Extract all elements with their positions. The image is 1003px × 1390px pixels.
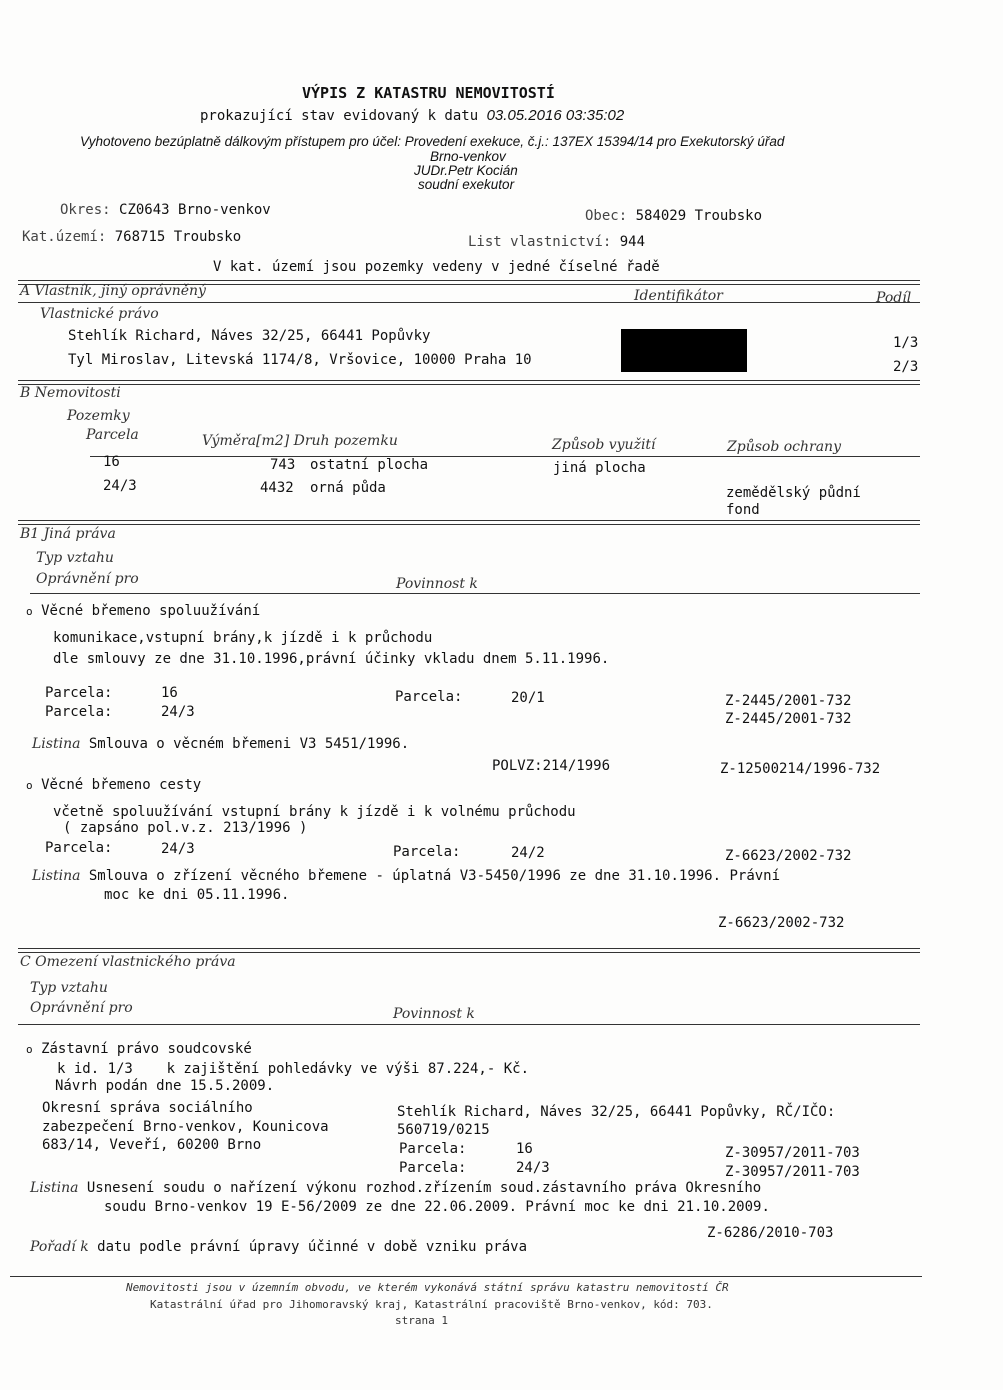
parcel-number: 16 [103, 454, 120, 470]
item-text: ( zapsáno pol.v.z. 213/1996 ) [63, 820, 308, 836]
katuzemi-value: 768715 Troubsko [114, 229, 242, 245]
listina-label: Listina [30, 1180, 79, 1196]
owner-share: 1/3 [893, 335, 919, 351]
purpose-line1: Vyhotoveno bezúplatně dálkovým přístupem pro účel: Provedení exekuce, č.j.: 137EX 15394/14 pro Exekutorský úřad [80, 134, 785, 149]
col-vyuziti: Způsob využití [552, 437, 656, 453]
divider [10, 1276, 922, 1277]
section-b-sub: Pozemky [67, 408, 130, 424]
poradi-label: Pořadí k [30, 1239, 89, 1255]
item-title: Věcné břemeno spoluužívání [41, 603, 261, 619]
record-number: Z-30957/2011-703 [725, 1164, 860, 1180]
record-number: Z-2445/2001-732 [725, 711, 852, 727]
col-identifikator: Identifikátor [634, 288, 723, 304]
subtitle-prefix: prokazující stav evidovaný k datu [200, 108, 479, 124]
section-c-title: C Omezení vlastnického práva [20, 954, 236, 970]
record-number: Z-6286/2010-703 [707, 1225, 834, 1241]
divider [30, 593, 920, 594]
okres-value: CZ0643 Brno-venkov [119, 202, 271, 218]
povinnost-label: Povinnost k [396, 576, 478, 592]
item-text: komunikace,vstupní brány,k jízdě i k průchodu [53, 630, 433, 646]
divider [18, 302, 920, 303]
record-number: Z-6623/2002-732 [725, 848, 852, 864]
parcel-value: 16 [161, 685, 178, 701]
divider [18, 380, 920, 385]
bullet-icon: o [26, 1043, 33, 1056]
record-number: Z-6623/2002-732 [718, 915, 845, 931]
katuzemi-label: Kat.území: [22, 229, 107, 245]
okres-label: Okres: [60, 202, 111, 218]
parcel-label: Parcela: [393, 844, 461, 860]
creditor-line: 683/14, Veveří, 60200 Brno [42, 1137, 262, 1153]
section-a-title: A Vlastník, jiný oprávněný [20, 283, 206, 299]
parcel-label: Parcela: [45, 704, 113, 720]
divider [18, 520, 920, 525]
parcel-label: Parcela: [395, 689, 463, 705]
parcel-value: 24/2 [511, 845, 545, 861]
bullet-icon: o [26, 605, 33, 618]
parcel-value: 24/3 [516, 1160, 550, 1176]
section-a-sub: Vlastnické právo [40, 306, 159, 322]
subtitle [200, 107, 624, 124]
typ-vztahu-label: Typ vztahu [30, 980, 108, 996]
lv-label: List vlastnictví: [468, 234, 612, 250]
item-text: včetně spoluužívání vstupní brány k jízdě i k volnému průchodu [53, 804, 576, 820]
listina-label: Listina [32, 868, 81, 884]
parcel-protection: zemědělský půdní [726, 485, 861, 501]
lv-row [468, 234, 645, 250]
record-number: Z-30957/2011-703 [725, 1145, 860, 1161]
opravneni-label: Oprávnění pro [30, 1000, 133, 1016]
right-item-title [26, 777, 201, 793]
typ-vztahu-label: Typ vztahu [36, 550, 114, 566]
item-text: Návrh podán dne 15.5.2009. [55, 1078, 275, 1094]
restriction-title [26, 1041, 252, 1057]
listina-text: Usnesení soudu o nařízení výkonu rozhod.zřízením soud.zástavního práva Okresního [86, 1180, 762, 1196]
parcel-number: 24/3 [103, 478, 137, 494]
parcel-label: Parcela: [399, 1160, 467, 1176]
purpose-line4: soudní exekutor [418, 177, 515, 192]
col-podil: Podíl [876, 290, 912, 306]
lv-value: 944 [619, 234, 646, 250]
parcel-area: 743 [270, 457, 296, 473]
redaction-block [621, 329, 747, 372]
document-title: VÝPIS Z KATASTRU NEMOVITOSTÍ [302, 84, 555, 102]
footer-line2: Katastrální úřad pro Jihomoravský kraj, Katastrální pracoviště Brno-venkov, kód: 703. [150, 1298, 713, 1311]
col-ochrana: Způsob ochrany [727, 439, 841, 455]
obec-row [585, 208, 762, 224]
listina-row [30, 1180, 761, 1196]
item-title: Věcné břemeno cesty [41, 777, 202, 793]
item-text: dle smlouvy ze dne 31.10.1996,právní účinky vkladu dnem 5.11.1996. [53, 651, 610, 667]
purpose-line2: Brno-venkov [430, 149, 506, 164]
item-text: k id. 1/3 k zajištění pohledávky ve výši 87.224,- Kč. [57, 1061, 530, 1077]
listina-text: Smlouva o věcném břemeni V3 5451/1996. [88, 736, 410, 752]
col-vymera: Výměra[m2] Druh pozemku [202, 433, 398, 449]
parcel-value: 24/3 [161, 704, 195, 720]
parcel-value: 16 [516, 1141, 533, 1157]
poradi-row [30, 1239, 527, 1255]
katuzemi-row [22, 229, 241, 245]
okres-row [60, 202, 271, 218]
debtor-line: Stehlík Richard, Náves 32/25, 66441 Popůvky, RČ/IČO: [397, 1104, 836, 1120]
col-parcela: Parcela [86, 427, 139, 443]
record-number: Z-2445/2001-732 [725, 693, 852, 709]
parcel-type: ostatní plocha [310, 457, 429, 473]
parcel-label: Parcela: [399, 1141, 467, 1157]
purpose-line3: JUDr.Petr Kocián [414, 163, 518, 178]
right-item-title [26, 603, 260, 619]
listina-row [32, 736, 409, 752]
parcel-label: Parcela: [45, 840, 113, 856]
section-b-title: B Nemovitosti [20, 385, 121, 401]
parcel-value: 24/3 [161, 841, 195, 857]
owner-name: Tyl Miroslav, Litevská 1174/8, Vršovice, 10000 Praha 10 [68, 352, 532, 368]
polvz-number: POLVZ:214/1996 [492, 758, 611, 774]
parcel-area: 4432 [260, 480, 294, 496]
owner-name: Stehlík Richard, Náves 32/25, 66441 Popůvky [68, 328, 431, 344]
section-b1-title: B1 Jiná práva [20, 526, 116, 542]
bullet-icon: o [26, 779, 33, 792]
debtor-line: 560719/0215 [397, 1122, 490, 1138]
record-number: Z-12500214/1996-732 [720, 761, 881, 777]
subtitle-date: 03.05.2016 03:35:02 [486, 107, 625, 124]
item-title: Zástavní právo soudcovské [41, 1041, 252, 1057]
listina-text: soudu Brno-venkov 19 E-56/2009 ze dne 22.06.2009. Právní moc ke dni 21.10.2009. [104, 1199, 770, 1215]
parcel-type: orná půda [310, 480, 386, 496]
creditor-line: zabezpečení Brno-venkov, Kounicova [42, 1119, 329, 1135]
parcel-label: Parcela: [45, 685, 113, 701]
footer-page: strana 1 [395, 1314, 448, 1327]
footer-line1: Nemovitosti jsou v územním obvodu, ve kterém vykonává státní správu katastru nemovitostí ČR [126, 1281, 729, 1294]
divider [18, 948, 920, 953]
parcel-value: 20/1 [511, 690, 545, 706]
listina-row [32, 868, 780, 884]
obec-label: Obec: [585, 208, 628, 224]
divider [90, 456, 920, 457]
listina-label: Listina [32, 736, 81, 752]
parcel-use: jiná plocha [553, 460, 646, 476]
listina-text: Smlouva o zřízení věcného břemene - úplatná V3-5450/1996 ze dne 31.10.1996. Právní [88, 868, 781, 884]
creditor-line: Okresní správa sociálního [42, 1100, 253, 1116]
divider [18, 1024, 920, 1025]
poradi-text: datu podle právní úpravy účinné v době vzniku práva [97, 1239, 528, 1255]
owner-share: 2/3 [893, 359, 919, 375]
katuzemi-note: V kat. území jsou pozemky vedeny v jedné číselné řadě [213, 259, 660, 275]
parcel-protection: fond [726, 502, 760, 518]
opravneni-label: Oprávnění pro [36, 571, 139, 587]
listina-text: moc ke dni 05.11.1996. [104, 887, 290, 903]
povinnost-label: Povinnost k [393, 1006, 475, 1022]
obec-value: 584029 Troubsko [635, 208, 763, 224]
